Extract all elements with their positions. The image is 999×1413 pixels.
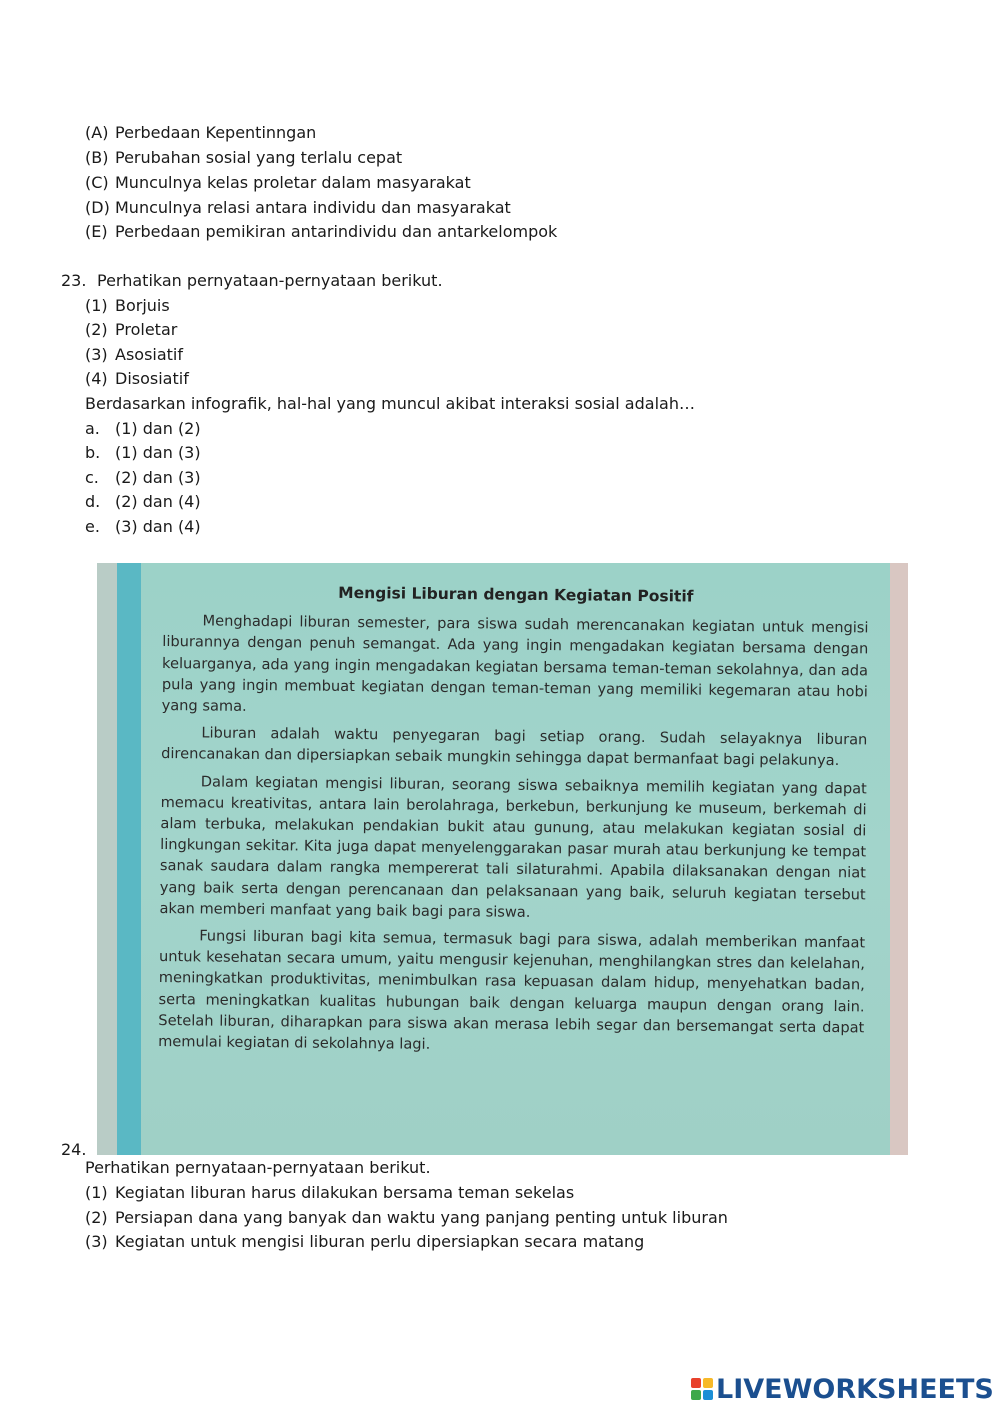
photo-left-edge bbox=[97, 563, 117, 1155]
q23-statement-2: (2) Proletar bbox=[85, 320, 178, 339]
q24-number: 24. bbox=[61, 1140, 87, 1159]
reading-paragraph-2: Liburan adalah waktu penyegaran bagi setiap orang. Sudah selayaknya liburan direncanakan dan dipersiapkan sebaik mungkin sehingga dapat bermanfaat bagi pelakunya. bbox=[161, 724, 868, 770]
q23-choice-e[interactable]: e. (3) dan (4) bbox=[85, 517, 201, 536]
photo-teal-bar bbox=[117, 563, 141, 1155]
q24-question: Perhatikan pernyataan-pernyataan berikut. bbox=[85, 1158, 431, 1177]
q22-option-d: (D) Munculnya relasi antara individu dan masyarakat bbox=[85, 198, 511, 217]
reading-paragraph-3: Dalam kegiatan mengisi liburan, seorang siswa sebaiknya memilih kegiatan yang dapat memacu kreativitas, antara lain berolahraga, berkebun, berkunjung ke museum, berkemah di alam terbuka, melakukan pendakian bukit atau gunung, atau melakukan kegiatan sosial di lingkungan sekitar. Kita juga dapat menyelenggarakan pasar murah atau berkunjung ke tempat sanak saudara dalam rangka mempererat tali silaturahmi. Apabila dilaksanakan dengan niat yang baik serta dengan perencanaan dan pelaksanaan yang baik, seluruh kegiatan tersebut akan memberi manfaat yang baik bagi para siswa. bbox=[159, 773, 867, 921]
q23-choice-a[interactable]: a. (1) dan (2) bbox=[85, 419, 201, 438]
logo-tile-icon bbox=[691, 1390, 701, 1400]
reading-passage-photo bbox=[97, 563, 908, 1155]
q24-statement-1: (1) Kegiatan liburan harus dilakukan bersama teman sekelas bbox=[85, 1183, 575, 1202]
q22-option-e: (E) Perbedaan pemikiran antarindividu dan antarkelompok bbox=[85, 222, 558, 241]
q23-choice-c[interactable]: c. (2) dan (3) bbox=[85, 468, 201, 487]
reading-paragraph-1: Menghadapi liburan semester, para siswa sudah merencanakan kegiatan untuk mengisi liburannya dengan penuh semangat. Ada yang ingin mengadakan kegiatan bersama dengan keluarganya, ada yang ingin mengadakan kegiatan bersama teman-teman sekolahnya, dan ada pula yang ingin membuat kegiatan dengan teman-teman yang memiliki kegemaran atau hobi yang sama. bbox=[161, 612, 869, 715]
q23-choice-d[interactable]: d. (2) dan (4) bbox=[85, 492, 201, 511]
photo-right-edge bbox=[890, 563, 908, 1155]
q24-statement-2: (2) Persiapan dana yang banyak dan waktu yang panjang penting untuk liburan bbox=[85, 1208, 728, 1227]
liveworksheets-logo[interactable] bbox=[691, 1372, 994, 1406]
q24-statement-3: (3) Kegiatan untuk mengisi liburan perlu dipersiapkan secara matang bbox=[85, 1232, 645, 1251]
q23-choice-b[interactable]: b. (1) dan (3) bbox=[85, 443, 201, 462]
q23-header: 23. Perhatikan pernyataan-pernyataan berikut. bbox=[61, 271, 443, 290]
q23-statement-4: (4) Disosiatif bbox=[85, 369, 189, 388]
logo-text: LIVEWORKSHEETS bbox=[716, 1373, 994, 1405]
q23-statement-3: (3) Asosiatif bbox=[85, 345, 184, 364]
q22-option-b: (B) Perubahan sosial yang terlalu cepat bbox=[85, 148, 403, 167]
q23-prompt: Berdasarkan infografik, hal-hal yang muncul akibat interaksi sosial adalah… bbox=[85, 394, 695, 413]
reading-paragraph-4: Fungsi liburan bagi kita semua, termasuk bagi para siswa, adalah memberikan manfaat untuk kesehatan secara umum, yaitu mengusir kejenuhan, menghilangkan stres dan kelelahan, meningkatkan produktivitas, menimbulkan rasa kepuasan dalam hidup, menyehatkan badan, serta meningkatkan kualitas hubungan baik dengan keluarga maupun dengan orang lain. Setelah liburan, diharapkan para siswa akan merasa lebih segar dan bersemangat serta dapat memulai kegiatan di sekolahnya lagi. bbox=[158, 927, 866, 1053]
q22-option-c: (C) Munculnya kelas proletar dalam masyarakat bbox=[85, 173, 471, 192]
q23-statement-1: (1) Borjuis bbox=[85, 296, 170, 315]
logo-tile-icon bbox=[691, 1378, 701, 1388]
reading-content bbox=[158, 577, 869, 1066]
q22-option-a: (A) Perbedaan Kepentinngan bbox=[85, 123, 317, 142]
logo-tiles-icon bbox=[691, 1378, 713, 1400]
logo-tile-icon bbox=[703, 1378, 713, 1388]
logo-tile-icon bbox=[703, 1390, 713, 1400]
reading-title: Mengisi Liburan dengan Kegiatan Positif bbox=[338, 583, 694, 606]
